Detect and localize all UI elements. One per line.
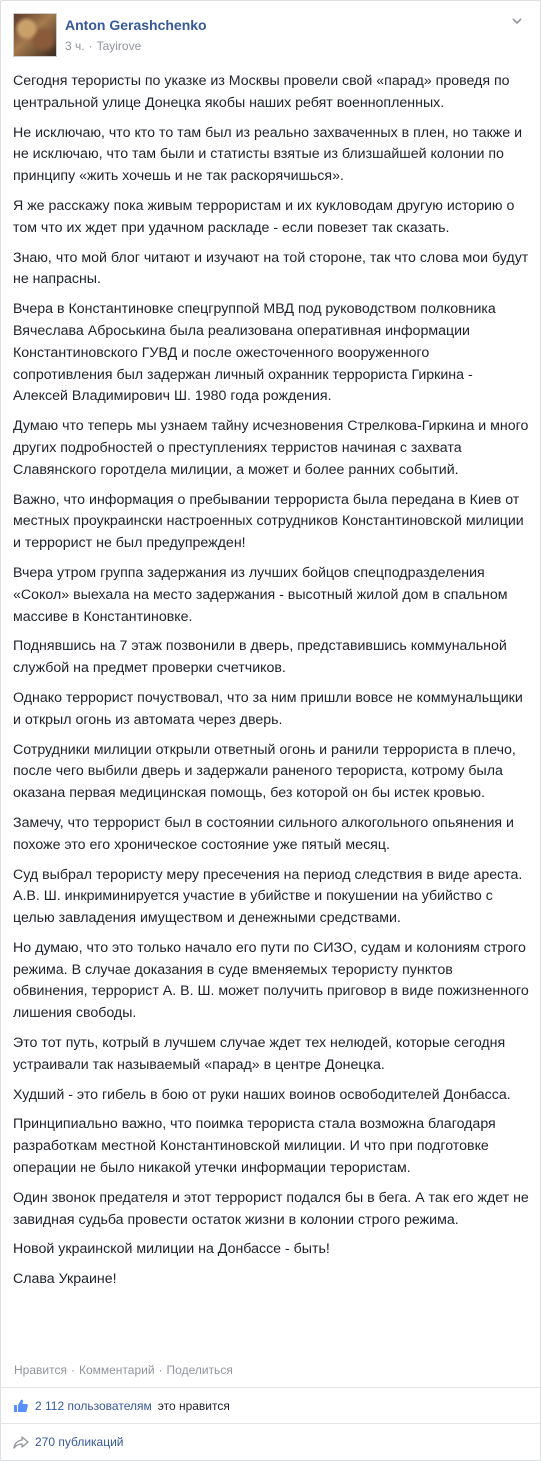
- post-paragraph: Суд выбрал терористу меру пресечения на период следствия в виде ареста. А.В. Ш. инкриминируется участие в убийстве и покушении на убийство с целью завладения имуществом и денежными средствами.: [13, 866, 523, 927]
- post-paragraph: Я же расскажу пока живым террористам и их кукловодам другую историю о том что их ждет при удачном раскладе - если повезет так сказать.: [13, 197, 515, 236]
- post-paragraph: Однако террорист почуствовал, что за ним пришли вовсе не коммунальщики и открыл огонь из автомата через дверь.: [13, 689, 523, 728]
- post-meta: [65, 39, 141, 53]
- post-paragraph: Новой украинской милиции на Донбассе - быть!: [13, 1241, 330, 1258]
- post-paragraph: Вчера в Константиновке спецгруппой МВД под руководством полковника Вячеслава Аброськина была реализована оперативная информации Константиновского ГУВД и после ожесточенного вооруженного сопротивления был задержан личный охранник террориста Гиркина - Алексей Владимирович Ш. 1980 года рождения.: [13, 301, 496, 405]
- author-avatar[interactable]: [13, 13, 57, 57]
- post-paragraph: Слава Украине!: [13, 1271, 117, 1288]
- post-header: [13, 13, 528, 59]
- post-paragraph: Но думаю, что это только начало его пути по СИЗО, судам и колониям строго режима. В случае доказания в суде вменяемых терористу пунктов обвинения, террорист А. В. Ш. может получить приговор в виде пожизненного лишения свободы.: [13, 939, 529, 1022]
- post-paragraph: Вчера утром группа задержания из лучших бойцов спецподразделения «Сокол» выехала на место задержания - высотный жилой дом в спальном массиве в Константиновке.: [13, 564, 508, 625]
- post-paragraph: Это тот путь, котрый в лучшем случае ждет тех нелюдей, которые сегодня устраивали так называемый «парад» в центре Донецка.: [13, 1035, 506, 1073]
- post-paragraph: Один звонок предателя и этот террорист подался бы в бега. А так его ждет не завидная судьба провести остаток жизни в колонии строго режима.: [13, 1189, 529, 1228]
- post-location[interactable]: Tayirove: [96, 39, 142, 53]
- divider: [1, 1387, 540, 1388]
- like-link[interactable]: Нравится: [14, 1363, 67, 1377]
- post-paragraph: Сегодня терористы по указке из Москвы провели свой «парад» проведя по центральной улице Донецка якобы наших ребят военнопленных.: [13, 73, 510, 111]
- likes-count-link[interactable]: 2 112 пользователям: [35, 1399, 152, 1413]
- likes-suffix: это нравится: [157, 1399, 230, 1413]
- post-body: [13, 71, 531, 1299]
- meta-separator: ·: [88, 39, 93, 53]
- action-separator: ·: [158, 1363, 163, 1377]
- post-paragraph: Важно, что информация о пребывании террориста была передана в Киев от местных проукраински настроенных сотрудников Константиновской милиции и террорист не был предупрежден!: [13, 491, 524, 552]
- post-paragraph: Не исключаю, что кто то там был из реально захваченных в плен, но также и не исключаю, что там были и статисты взятые из близшайшей колонии по принципу «жить хочешь и не так раскорячишься».: [13, 124, 523, 185]
- post-paragraph: Сотрудники милиции открыли ответный огонь и ранили террориста в плечо, после чего выбили дверь и задержали раненого терориста, котрому была оказана первая медицинская помощь, без которой он бы истек кровью.: [13, 741, 516, 802]
- action-separator: ·: [70, 1363, 75, 1377]
- likes-summary: [13, 1398, 230, 1414]
- chevron-down-icon[interactable]: [510, 15, 524, 29]
- post-paragraph: Принципиально важно, что поимка терориста стала возможна благодаря разработкам местной Константиновской милиции. И что при подготовке операции не было никакой утечки информации терористам.: [13, 1116, 496, 1177]
- author-name[interactable]: Anton Gerashchenko: [65, 17, 207, 33]
- post-paragraph: Замечу, что террорист был в состоянии сильного алкогольного опьянения и похоже это его хроническое состояние уже пятый месяц.: [13, 814, 514, 853]
- post-actions: [14, 1363, 233, 1377]
- share-link[interactable]: Поделиться: [166, 1363, 233, 1377]
- comment-link[interactable]: Комментарий: [78, 1363, 155, 1377]
- post-paragraph: Думаю что теперь мы узнаем тайну исчезновения Стрелкова-Гиркина и много других подробностей о преступлениях терристов начиная с захвата Славянского горотдела милиции, а может и более ранних событий.: [13, 418, 529, 478]
- shares-summary: [13, 1434, 124, 1450]
- post-paragraph: Худший - это гибель в бою от руки наших воинов освободителей Донбасса.: [13, 1086, 511, 1103]
- post-paragraph: Знаю, что мой блог читают и изучают на той стороне, так что слова мои будут не напрасны.: [13, 249, 529, 288]
- divider: [1, 1423, 540, 1424]
- share-arrow-icon: [13, 1434, 29, 1450]
- thumbs-up-icon: [13, 1398, 29, 1414]
- post-time[interactable]: 3 ч.: [65, 39, 85, 53]
- post-paragraph: Поднявшись на 7 этаж позвонили в дверь, представившись коммунальной службой на предмет проверки счетчиков.: [13, 638, 507, 677]
- shares-count-link[interactable]: 270 публикаций: [35, 1435, 124, 1449]
